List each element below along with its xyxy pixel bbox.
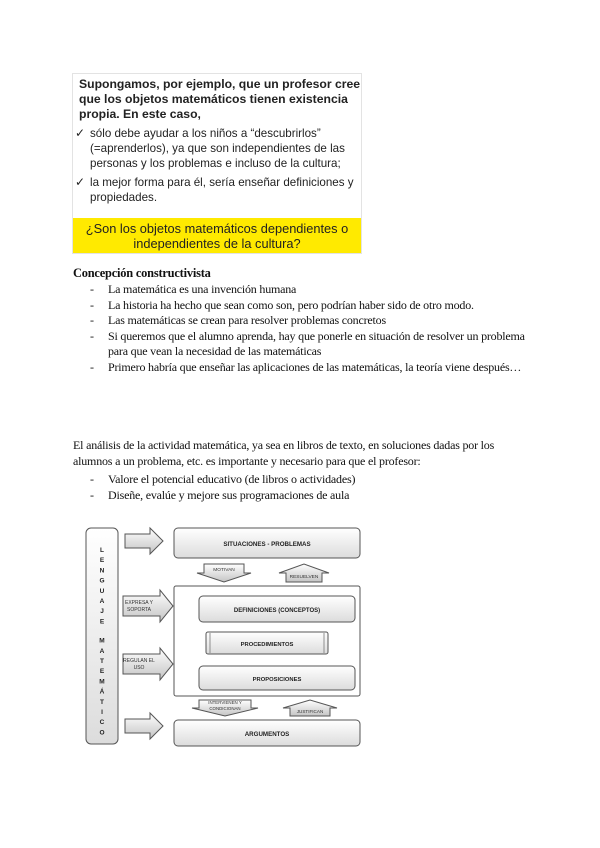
vertical-label-letter: L (100, 547, 104, 554)
vertical-label-letter: J (100, 608, 104, 616)
list-item: - La matemática es una invención humana (90, 282, 297, 296)
vertical-label-letter: I (101, 709, 103, 716)
analysis-paragraph: El análisis de la actividad matemática, ya sea en libros de texto, en soluciones dadas por los alumnos a un problema, etc. es importante y necesario para que el profesor: (73, 438, 495, 468)
justifican-label: JUSTIFICAN (296, 709, 324, 714)
vertical-label-letter: G (99, 577, 105, 585)
check-mark-icon: ✓ (75, 175, 86, 189)
section-heading: Concepción constructivista (73, 266, 211, 280)
list-item: - Diseñe, evalúe y mejore sus programaciones de aula (90, 487, 350, 502)
list-item: - La historia ha hecho que sean como son, pero podrían haber sido de otro modo. (90, 297, 474, 312)
expresa-arrow (123, 590, 173, 622)
list-item: - Si queremos que el alumno aprenda, hay que ponerle en situación de resolver un problema para que vean la necesidad de las matemáticas (90, 328, 525, 359)
regulan-label-2: USO (133, 665, 145, 671)
motivan-arrow (197, 564, 251, 582)
slide-title: Supongamos, por ejemplo, que un profesor cree que los objetos matemáticos tienen existencia propia. En este caso, (79, 77, 361, 121)
vertical-label-letter: E (99, 557, 105, 565)
vertical-label-letter: O (99, 729, 105, 737)
situaciones-label: SITUACIONES - PROBLEMAS (223, 541, 311, 548)
vertical-label-letter: N (99, 567, 105, 575)
list-item: - Valore el potencial educativo (de libros o actividades) (90, 472, 356, 486)
slide-bullet-list (75, 126, 359, 209)
vertical-label-letter: A (99, 598, 105, 605)
vertical-label-letter: T (100, 658, 104, 665)
motivan-label: MOTIVAN (213, 568, 235, 573)
vertical-label-letter: U (99, 587, 105, 595)
slide-bullet-text: sólo debe ayudar a los niños a “descubrirlos” (=aprenderlos), ya que son independientes de las personas y los problemas e incluso de la cultura; (90, 127, 345, 170)
list-item: - Primero habría que enseñar las aplicaciones de las matemáticas, la teoría viene después… (90, 359, 522, 374)
math-activity-diagram (68, 520, 368, 751)
vertical-label-letter: C (99, 719, 105, 727)
list-item: - Las matemáticas se crean para resolver problemas concretos (90, 313, 386, 328)
slide-bullet-text: la mejor forma para él, sería enseñar definiciones y propiedades. (90, 176, 354, 204)
vertical-label-letter: A (99, 647, 105, 655)
analysis-list (73, 472, 528, 503)
vertical-label-letter: Á (99, 688, 105, 696)
check-mark-icon: ✓ (75, 126, 86, 140)
constructivist-list (73, 282, 528, 376)
proposiciones-label: PROPOSICIONES (252, 677, 302, 683)
resuelven-label: RESUELVEN (289, 575, 319, 580)
slide-image (72, 73, 362, 254)
vertical-label-letter: M (99, 637, 105, 645)
expresa-label-1: EXPRESA Y (125, 600, 153, 606)
regulan-arrow (123, 648, 173, 680)
intervienen-label-1: INTERVIENEN Y (208, 700, 242, 705)
expresa-label-2: SOPORTA (127, 607, 151, 613)
vertical-label-letter: M (99, 678, 105, 686)
vertical-label-letter: T (100, 698, 104, 706)
slide-question: ¿Son los objetos matemáticos dependientes o independientes de la cultura? (85, 220, 349, 251)
vertical-label-letter: E (99, 618, 105, 626)
procedimientos-label: PROCEDIMIENTOS (240, 642, 294, 648)
argumentos-label: ARGUMENTOS (244, 731, 290, 738)
intervienen-label-2: CONDICIONAN (209, 706, 241, 711)
slide-bullet (75, 126, 359, 171)
arrow-right-icon (125, 528, 163, 554)
slide-bullet (75, 175, 359, 205)
slide-question-band (73, 218, 361, 253)
arrow-right-icon (125, 713, 163, 739)
vertical-label-letter: E (99, 668, 105, 676)
regulan-label-1: REGULAN EL (123, 658, 155, 664)
definiciones-label: DEFINICIONES (CONCEPTOS) (233, 608, 321, 614)
